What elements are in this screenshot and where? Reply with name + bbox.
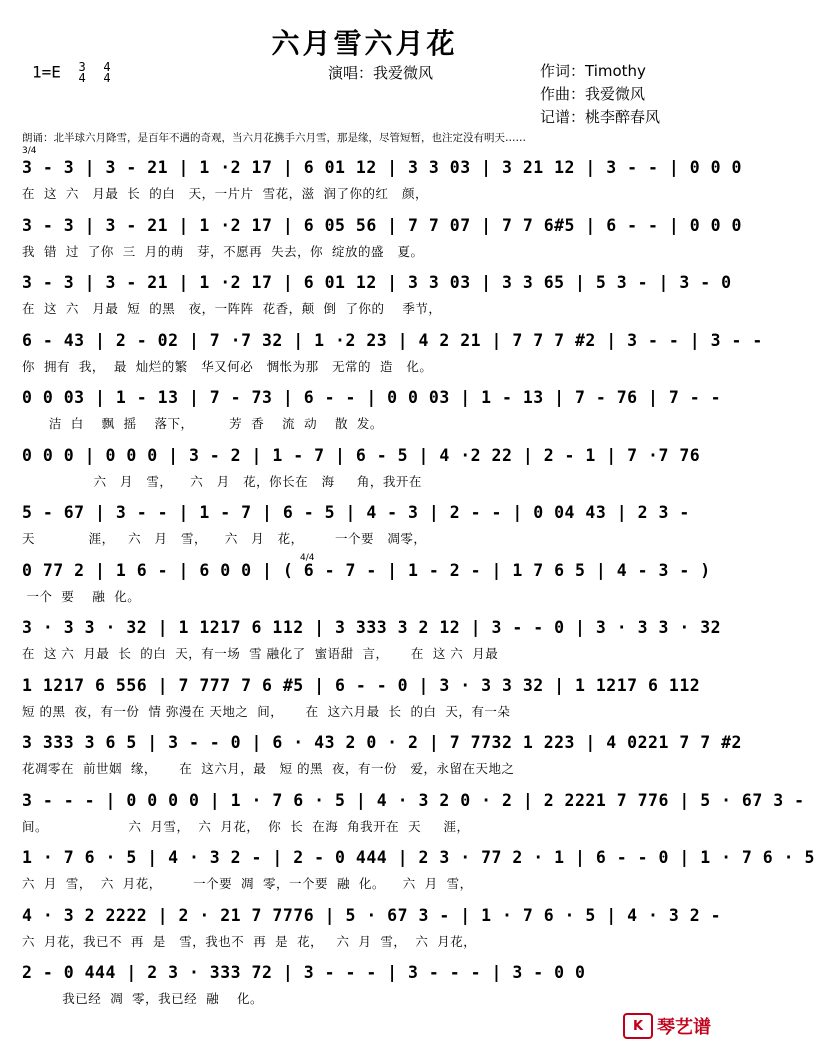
score-line [22,723,742,779]
notation-row: 3 - - - | 0 0 0 0 | 1 · 7 6 · 5 | 4 · 3 2 0 · 2 | 2 2221 7 776 | 5 · 67 3 - [22,790,805,810]
notation-row: 5 - 67 | 3 - - | 1 - 7 | 6 - 5 | 4 - 3 | 2 - - | 0 04 43 | 2 3 - [22,503,690,522]
score-line [22,781,805,837]
lyrics-row: 在 这 六 月最 长 的白 天，有一场 雪 融化了 蜜语甜 言， 在 这 六 月最 [22,646,499,661]
score-line [22,551,712,607]
notation-row: 0 0 0 | 0 0 0 | 3 - 2 | 1 - 7 | 6 - 5 | 4 ·2 22 | 2 - 1 | 7 ·7 76 [22,445,701,465]
score-line [22,666,712,722]
page-title: 六月雪六月花 [271,27,458,60]
lyrics-row: 洁 白 飘 摇 落下， 芳 香 流 动 散 发。 [22,416,383,431]
notation-row: 3 - 3 | 3 - 21 | 1 ·2 17 | 6 01 12 | 3 3 03 | 3 21 12 | 3 - - | 0 0 0 [22,158,742,177]
lyricist-credit: 作词：Timothy [540,62,646,80]
logo-text: 琴艺谱 [657,1017,711,1038]
notation-row: 2 - 0 444 | 2 3 · 333 72 | 3 - - - | 3 - - - | 3 - 0 0 [22,963,586,982]
lyrics-row: 在 这 六 月最 短 的黑 夜，一阵阵 花香，颠 倒 了你的 季节， [22,301,442,316]
time-signature-3-4: 3 4 [78,60,86,85]
lyrics-row: 短 的黑 夜，有一份 情 弥漫在 天地之 间， 在 这六月最 长 的白 天，有一朵 [22,703,511,719]
notation-row: 3 - 3 | 3 - 21 | 1 ·2 17 | 6 01 12 | 3 3 03 | 3 3 65 | 5 3 - | 3 - 0 [22,273,732,292]
notation-row: 6 - 43 | 2 - 02 | 7 ·7 32 | 1 ·2 23 | 4 2 21 | 7 7 7 #2 | 3 - - | 3 - - [22,330,763,350]
narration-text: 朗诵：北半球六月降雪，是百年不遇的奇观，当六月花携手六月雪，那是缘，尽管短暂，也注定没有明天…… [22,132,526,144]
site-logo [623,1013,711,1039]
notation-row: 1 · 7 6 · 5 | 4 · 3 2 - | 2 - 0 444 | 2 3 · 77 2 · 1 | 6 - - 0 | 1 · 7 6 · 5 [22,848,815,867]
lyrics-row: 在 这 六 月最 长 的白 天，一片片 雪花，滋 润了你的红 颜， [22,186,428,201]
lyrics-row: 你 拥有 我， 最 灿烂的繁 华又何必 惆怅为那 无常的 造 化。 [22,358,433,374]
lyrics-row: 一个 要 融 化。 [22,588,141,604]
composer-credit: 作曲：我爱微风 [540,85,646,103]
lyrics-row: 天 涯， 六 月 雪， 六 月 花， 一个要 凋零， [22,531,427,546]
notation-row: 3 - 3 | 3 - 21 | 1 ·2 17 | 6 05 56 | 7 7 07 | 7 7 6#5 | 6 - - | 0 0 0 [22,215,742,235]
transcriber-credit: 记谱：桃李醉春风 [540,108,661,126]
k-logo-icon: K [623,1013,653,1039]
notation-row: 0 0 03 | 1 - 13 | 7 - 73 | 6 - - | 0 0 03 | 1 - 13 | 7 - 76 | 7 - - [22,388,722,407]
lyrics-row: 我 错 过 了你 三 月的萌 芽，不愿再 失去，你 绽放的盛 夏。 [22,243,424,259]
notation-row: 4 · 3 2 2222 | 2 · 21 7 7776 | 5 · 67 3 - | 1 · 7 6 · 5 | 4 · 3 2 - [22,905,722,925]
time-signature-marker-3-4: 3/4 [22,146,37,156]
score-line [22,206,742,262]
score-line [22,896,722,952]
notation-row: 3 · 3 3 · 32 | 1 1217 6 112 | 3 333 3 2 12 | 3 - - 0 | 3 · 3 3 · 32 [22,618,722,637]
score-line [22,378,722,434]
credits-block [540,60,660,129]
time-signature-marker-4-4: 4/4 [300,553,315,563]
lyrics-row: 六 月花，我已不 再 是 雪，我也不 再 是 花， 六 月 雪， 六 月花， [22,933,477,949]
key-signature [32,62,111,84]
lyrics-row: 六 月 雪， 六 月花， 一个要 凋 零，一个要 融 化。 六 月 雪， [22,876,473,891]
notation-row: 3 333 3 6 5 | 3 - - 0 | 6 · 43 2 0 · 2 | 7 7732 1 223 | 4 0221 7 7 #2 [22,733,742,752]
score-line [22,321,763,377]
notation-row: 0 77 2 | 1 6 - | 6 0 0 | ( 6 - 7 - | 1 - 2 - | 1 7 6 5 | 4 - 3 - ) [22,560,711,580]
score-line [22,148,742,204]
score-line [22,493,712,549]
score-line [22,838,815,894]
time-signature-4-4: 4 4 [103,60,111,85]
score-line [22,953,712,1009]
lyrics-row: 我已经 凋 零，我已经 融 化。 [22,991,263,1006]
key-label: 1=E [32,62,61,82]
lyrics-row: 花凋零在 前世姻 缘， 在 这六月，最 短 的黑 夜，有一份 爱，永留在天地之 [22,761,515,776]
score-line [22,608,722,664]
score-line [22,263,732,319]
lyrics-row: 六 月 雪， 六 月 花，你长在 海 角，我开在 [22,473,422,489]
score-line [22,436,712,492]
singer-credit: 演唱：我爱微风 [328,64,434,82]
lyrics-row: 间。 六 月雪， 六 月花， 你 长 在海 角我开在 天 涯， [22,818,470,834]
notation-row: 1 1217 6 556 | 7 777 7 6 #5 | 6 - - 0 | 3 · 3 3 32 | 1 1217 6 112 [22,675,701,695]
